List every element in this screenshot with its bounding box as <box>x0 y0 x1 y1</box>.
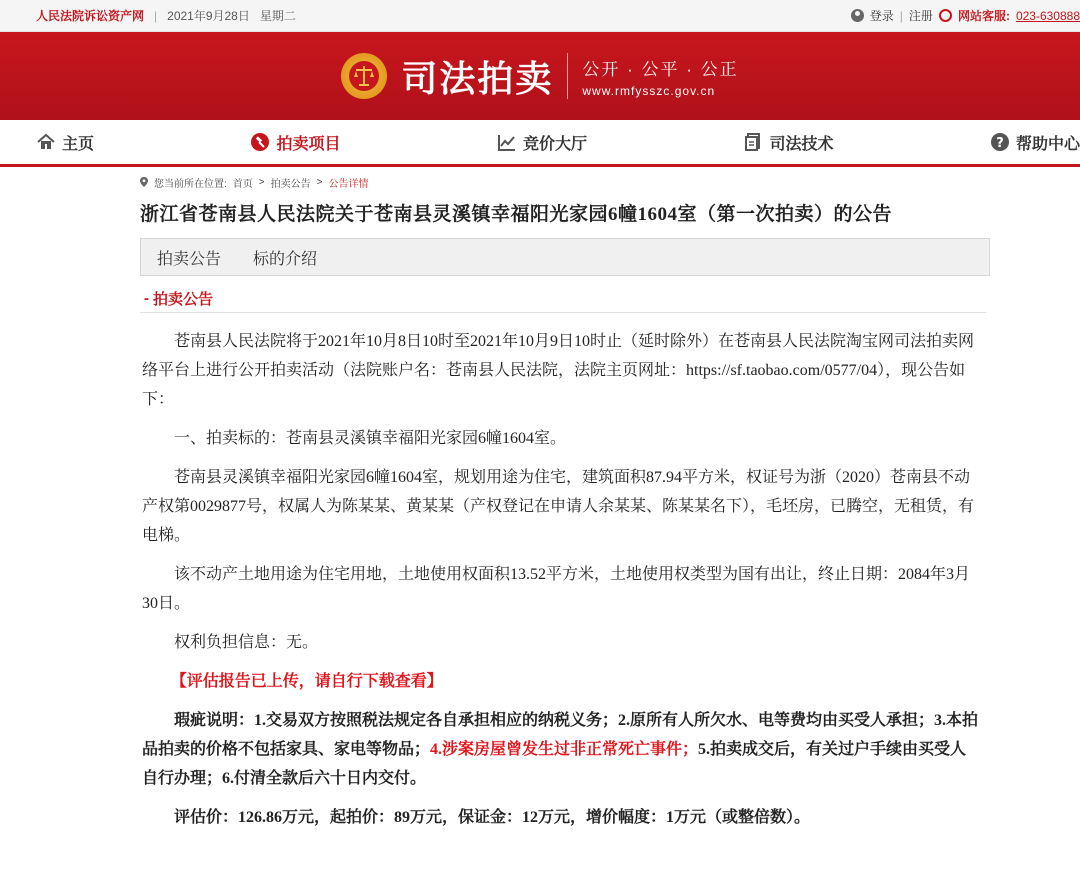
breadcrumb-current: 公告详情 <box>328 178 369 190</box>
defects-text-b: 5.拍卖成交后，有关过户手续由买受人自行办理；6.付清全款后六十日内交付。 <box>142 741 967 787</box>
defects-text-highlight: 4.涉案房屋曾发生过非正常死亡事件； <box>430 741 699 758</box>
help-icon <box>990 132 1010 152</box>
notice-paragraph-encumbrance: 权利负担信息：无。 <box>174 634 319 651</box>
tab-item-intro[interactable]: 标的介绍 <box>253 250 318 268</box>
site-header <box>0 32 1080 120</box>
nav-item-home[interactable] <box>36 131 94 154</box>
section-heading <box>140 284 986 313</box>
service-phone-link[interactable]: 023-630888 <box>1015 8 1080 23</box>
breadcrumb-sep: > <box>258 176 265 188</box>
nav-item-bidding-hall[interactable] <box>497 131 587 154</box>
site-domain: www.rmfysszc.gov.cn <box>582 83 716 98</box>
home-icon <box>36 132 56 152</box>
nav-label-home: 主页 <box>62 135 95 153</box>
defects-paragraph <box>142 706 982 793</box>
breadcrumb-prefix: 您当前所在位置: <box>154 178 227 190</box>
breadcrumb-sep: > <box>316 176 323 188</box>
site-slogan: 公开 · 公平 · 公正 <box>582 59 739 79</box>
nav-item-judicial-tech[interactable] <box>743 131 833 154</box>
nav-label-help-center: 帮助中心 <box>1015 135 1080 153</box>
top-utility-bar <box>0 0 1080 32</box>
link-separator: | <box>899 8 903 23</box>
login-link[interactable]: 登录 <box>869 9 894 23</box>
appraisal-report-notice[interactable]: 【评估报告已上传，请自行下载查看】 <box>170 673 443 690</box>
notice-paragraph-intro: 苍南县人民法院将于2021年10月8日10时至2021年10月9日10时止（延时除外）在苍南县人民法院淘宝网司法拍卖网络平台上进行公开拍卖活动（法院账户名：苍南县人民法院，法院主页网址：https://sf.taobao.com/0577/04），现公告如下： <box>142 333 975 408</box>
main-nav <box>0 120 1080 167</box>
nav-label-auction-projects: 拍卖项目 <box>276 135 341 153</box>
breadcrumb-home[interactable]: 首页 <box>232 178 253 190</box>
breadcrumb-notices[interactable]: 拍卖公告 <box>270 178 311 190</box>
section-mark: - <box>144 289 149 307</box>
nav-item-help-center[interactable] <box>990 131 1080 154</box>
topbar-left <box>36 7 296 24</box>
document-icon <box>743 132 763 152</box>
notice-paragraph-item: 一、拍卖标的：苍南县灵溪镇幸福阳光家园6幢1604室。 <box>174 430 567 447</box>
slogan-block <box>582 55 738 98</box>
section-title: 拍卖公告 <box>153 290 214 308</box>
svg-text:?: ? <box>996 136 1004 151</box>
tab-auction-notice[interactable]: 拍卖公告 <box>157 250 222 268</box>
site-title: 司法拍卖 <box>401 57 554 99</box>
notice-paragraph-property: 苍南县灵溪镇幸福阳光家园6幢1604室，规划用途为住宅，建筑面积87.94平方米，权证号为浙（2020）苍南县不动产权第0029877号，权属人为陈某某、黄某某（产权登记在申请人余某某、陈某某名下），毛坯房，已腾空，无租赁，有电梯。 <box>142 469 975 544</box>
trend-icon <box>497 132 517 152</box>
notice-body <box>140 327 982 832</box>
topbar-separator: | <box>154 8 158 23</box>
gavel-icon <box>250 132 270 152</box>
court-emblem-icon <box>341 53 387 99</box>
page-title: 浙江省苍南县人民法院关于苍南县灵溪镇幸福阳光家园6幢1604室（第一次拍卖）的公告 <box>140 204 893 225</box>
main-content <box>140 175 990 832</box>
tab-bar <box>140 238 990 276</box>
site-name-link[interactable]: 人民法院诉讼资产网 <box>36 9 145 23</box>
register-link[interactable]: 注册 <box>908 9 933 23</box>
scales-icon <box>347 59 381 93</box>
nav-label-judicial-tech: 司法技术 <box>769 135 834 153</box>
nav-item-auction-projects[interactable] <box>250 131 340 154</box>
notice-paragraph-land: 该不动产土地用途为住宅用地，土地使用权面积13.52平方米，土地使用权类型为国有出让，终止日期：2084年3月30日。 <box>142 566 971 612</box>
current-date: 2021年9月28日 <box>167 9 250 23</box>
price-paragraph: 评估价：126.86万元，起拍价：89万元，保证金：12万元，增价幅度：1万元（或整倍数）。 <box>174 809 811 826</box>
service-label: 网站客服: <box>957 9 1010 23</box>
phone-icon <box>939 9 952 22</box>
nav-label-bidding-hall: 竞价大厅 <box>522 135 587 153</box>
current-weekday: 星期二 <box>259 9 296 23</box>
user-icon <box>851 9 864 22</box>
topbar-right <box>851 7 1080 24</box>
location-pin-icon <box>140 177 148 187</box>
defects-text-a: 瑕疵说明：1.交易双方按照税法规定各自承担相应的纳税义务；2.原所有人所欠水、电等费均由买受人承担；3.本拍品拍卖的价格不包括家具、家电等物品； <box>142 712 979 758</box>
header-divider <box>567 53 568 99</box>
breadcrumb <box>140 175 990 189</box>
